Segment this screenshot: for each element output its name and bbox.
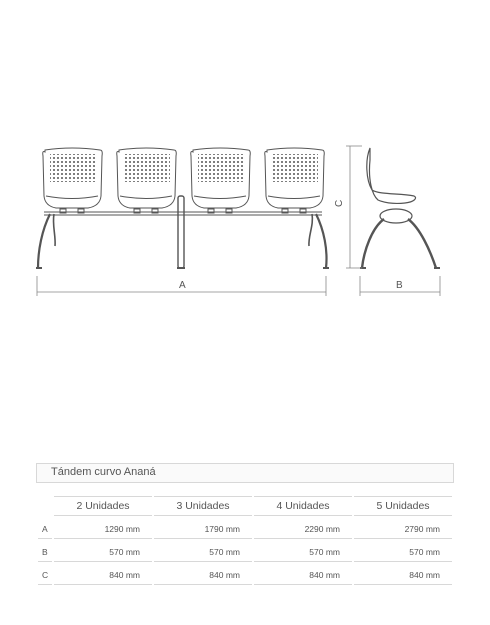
table-corner	[38, 496, 52, 516]
front-view	[36, 148, 329, 268]
perforation-pattern	[198, 154, 244, 182]
perforation-pattern	[272, 154, 318, 182]
table-row	[38, 566, 452, 585]
table-cell: 570 mm	[254, 543, 352, 562]
table-cell: 840 mm	[54, 566, 152, 585]
table-row	[38, 543, 452, 562]
table-cell: 570 mm	[354, 543, 452, 562]
table-cell: 840 mm	[154, 566, 252, 585]
dimension-b-label: B	[396, 280, 403, 291]
table-cell: 2290 mm	[254, 520, 352, 539]
perforation-pattern	[50, 154, 96, 182]
column-header: 3 Unidades	[154, 496, 252, 516]
row-label: B	[38, 543, 52, 562]
column-header: 2 Unidades	[54, 496, 152, 516]
column-header: 4 Unidades	[254, 496, 352, 516]
perforation-pattern	[124, 154, 170, 182]
table-row	[38, 520, 452, 539]
row-label: C	[38, 566, 52, 585]
dimension-c-label: C	[334, 199, 345, 207]
row-label: A	[38, 520, 52, 539]
seat-shell	[117, 148, 177, 213]
dimension-a-label: A	[179, 280, 186, 291]
product-technical-drawing	[0, 0, 490, 300]
table-cell: 840 mm	[254, 566, 352, 585]
table-title-bar	[36, 463, 454, 483]
seat-shell	[191, 148, 251, 213]
table-cell: 1790 mm	[154, 520, 252, 539]
side-view	[360, 148, 440, 268]
table-title: Tándem curvo Ananá	[51, 466, 156, 478]
seat-shell	[265, 148, 325, 213]
table-cell: 570 mm	[54, 543, 152, 562]
seat-shell	[43, 148, 103, 213]
dimensions-table	[36, 496, 454, 585]
table-header-row	[38, 496, 452, 516]
table-cell: 2790 mm	[354, 520, 452, 539]
table-cell: 1290 mm	[54, 520, 152, 539]
column-header: 5 Unidades	[354, 496, 452, 516]
table-cell: 840 mm	[354, 566, 452, 585]
table-cell: 570 mm	[154, 543, 252, 562]
